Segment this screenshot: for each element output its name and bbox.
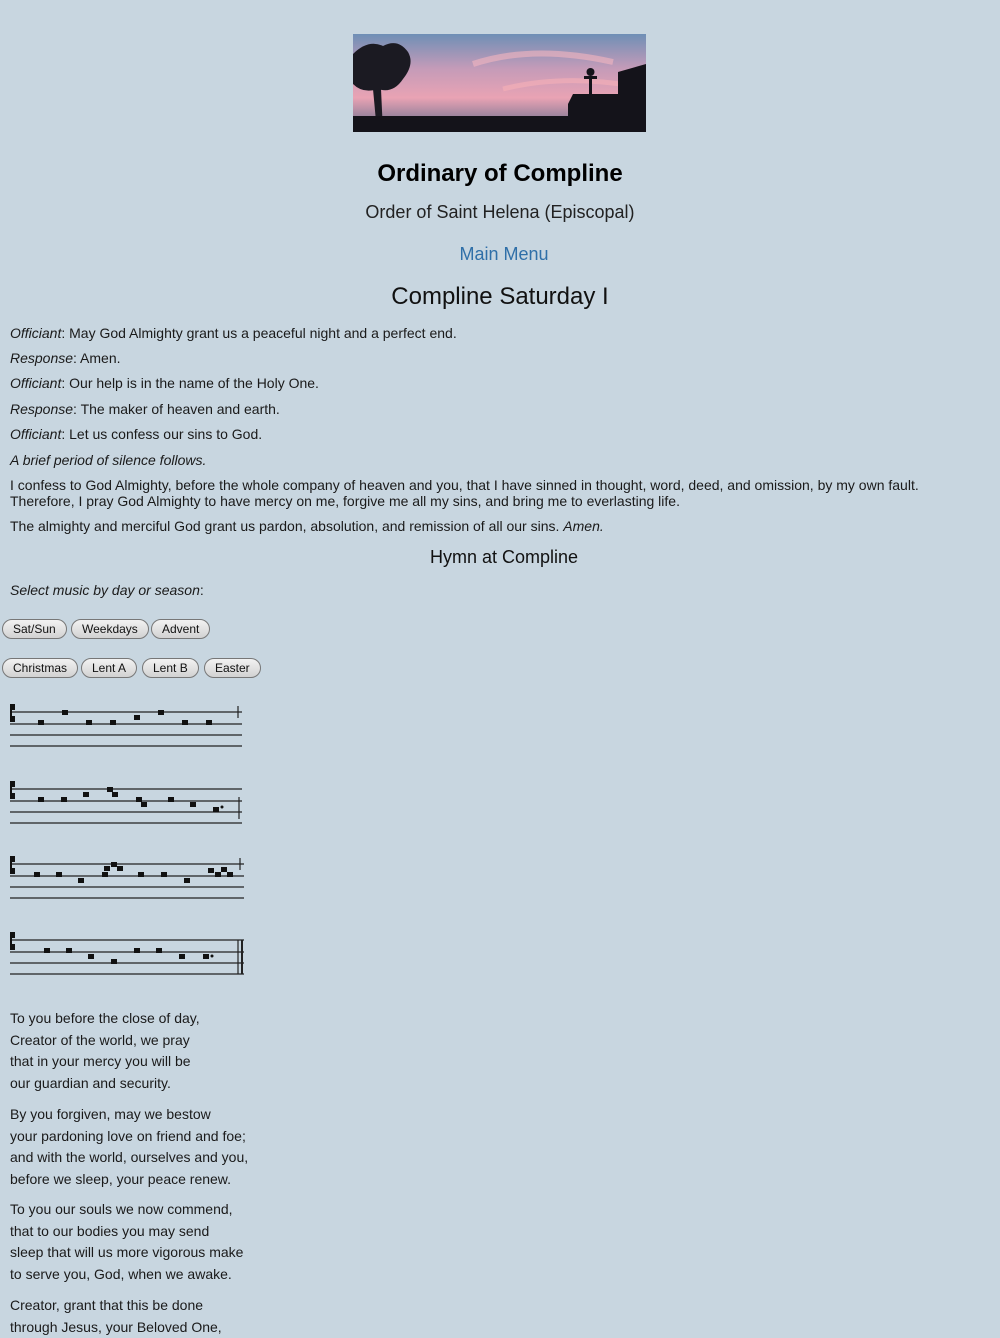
- music-button-weekdays[interactable]: Weekdays: [71, 619, 149, 639]
- hymn-verse-2: [10, 1104, 248, 1190]
- music-button-christmas[interactable]: Christmas: [2, 658, 78, 678]
- select-music-label: [10, 582, 985, 598]
- verse-line: that in your mercy you will be: [10, 1051, 200, 1073]
- page-subtitle: Order of Saint Helena (Episcopal): [0, 202, 1000, 223]
- verse-line: to serve you, God, when we awake.: [10, 1264, 243, 1286]
- hymn-verse-3: [10, 1199, 243, 1285]
- dialogue-text: : Let us confess our sins to God.: [61, 426, 262, 442]
- verse-line: that to our bodies you may send: [10, 1221, 243, 1243]
- dialogue-line: [10, 401, 985, 417]
- chant-staff-line-3: [8, 854, 248, 904]
- verse-line: Creator, grant that this be done: [10, 1295, 222, 1317]
- header-banner-image: [353, 34, 646, 132]
- rubric-text: [10, 452, 985, 468]
- rubric-italic: A brief period of silence follows.: [10, 452, 206, 468]
- hymn-verse-4: [10, 1295, 222, 1338]
- dialogue-line: [10, 325, 985, 341]
- speaker-label: Officiant: [10, 325, 61, 341]
- speaker-label: Response: [10, 401, 73, 417]
- verse-line: your pardoning love on friend and foe;: [10, 1126, 248, 1148]
- verse-line: To you before the close of day,: [10, 1008, 200, 1030]
- music-button-sat-sun[interactable]: Sat/Sun: [2, 619, 67, 639]
- chant-staff-line-4: [8, 930, 248, 980]
- hymn-title: Hymn at Compline: [0, 547, 1000, 568]
- dialogue-text: : May God Almighty grant us a peaceful night and a perfect end.: [61, 325, 456, 341]
- speaker-label: Response: [10, 350, 73, 366]
- verse-line: By you forgiven, may we bestow: [10, 1104, 248, 1126]
- dialogue-text: : Our help is in the name of the Holy One.: [61, 375, 319, 391]
- main-menu-link[interactable]: Main Menu: [0, 244, 1000, 265]
- verse-line: sleep that will us more vigorous make: [10, 1242, 243, 1264]
- dialogue-line: [10, 426, 985, 442]
- speaker-label: Officiant: [10, 375, 61, 391]
- confession-text: I confess to God Almighty, before the whole company of heaven and you, that I have sinned in thought, word, deed, and omission, by my own fault. Therefore, I pray God Almighty to have mercy on me, forgive me all my sins, and bring me to everlasting life.: [10, 477, 985, 509]
- music-button-lent-a[interactable]: Lent A: [81, 658, 137, 678]
- verse-line: Creator of the world, we pray: [10, 1030, 200, 1052]
- music-button-advent[interactable]: Advent: [151, 619, 210, 639]
- absolution-body: The almighty and merciful God grant us pardon, absolution, and remission of all our sins.: [10, 518, 563, 534]
- verse-line: through Jesus, your Beloved One,: [10, 1317, 222, 1338]
- verse-line: our guardian and security.: [10, 1073, 200, 1095]
- select-music-italic: Select music by day or season: [10, 582, 200, 598]
- dialogue-line: [10, 375, 985, 391]
- dialogue-text: : Amen.: [73, 350, 120, 366]
- chant-staff-line-1: [8, 702, 248, 752]
- chant-staff-line-2: [8, 779, 248, 829]
- music-button-lent-b[interactable]: Lent B: [142, 658, 199, 678]
- speaker-label: Officiant: [10, 426, 61, 442]
- dialogue-text: : The maker of heaven and earth.: [73, 401, 280, 417]
- music-button-easter[interactable]: Easter: [204, 658, 261, 678]
- verse-line: To you our souls we now commend,: [10, 1199, 243, 1221]
- office-title: Compline Saturday I: [0, 283, 1000, 311]
- verse-line: and with the world, ourselves and you,: [10, 1147, 248, 1169]
- dialogue-line: [10, 350, 985, 366]
- absolution-amen: Amen.: [563, 518, 603, 534]
- select-music-colon: :: [200, 582, 204, 598]
- verse-line: before we sleep, your peace renew.: [10, 1169, 248, 1191]
- hymn-verse-1: [10, 1008, 200, 1094]
- page-title: Ordinary of Compline: [0, 160, 1000, 188]
- absolution-text: [10, 518, 985, 534]
